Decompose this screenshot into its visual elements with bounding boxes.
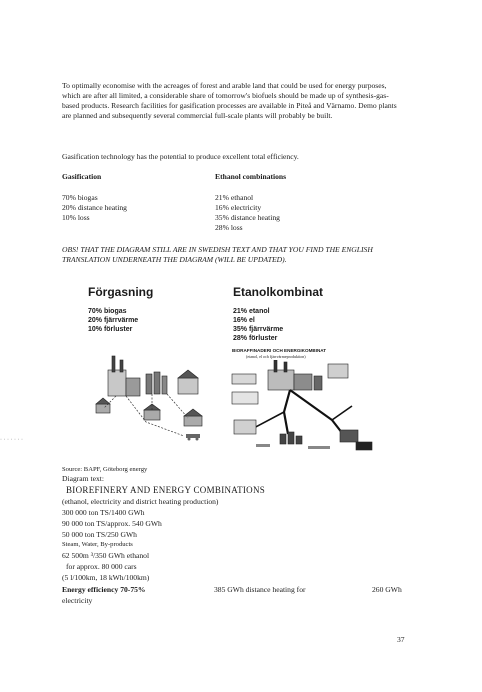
- roof-icon: [184, 409, 202, 416]
- silo-icon: [146, 374, 152, 394]
- page-number: 37: [397, 635, 405, 644]
- ethanol-heading: Ethanol combinations: [215, 172, 287, 181]
- figure-left-item: 20% fjärrvärme: [88, 317, 139, 324]
- house-icon: [144, 410, 160, 420]
- pipeline: [332, 406, 352, 420]
- field-area: [232, 374, 256, 384]
- ethanol-item: 16% electricity: [215, 203, 262, 212]
- silo-icon: [162, 376, 167, 394]
- diagram-text-line: 300 000 ton TS/1400 GWh: [62, 508, 145, 517]
- plant-building: [126, 378, 140, 396]
- figure-left-item: 10% förluster: [88, 326, 133, 333]
- diagram-text-line: for approx. 80 000 cars: [66, 562, 137, 571]
- ethanol-item: 28% loss: [215, 223, 243, 232]
- wheel-icon: [188, 438, 191, 441]
- diagram-text-label: Diagram text:: [62, 474, 104, 483]
- chimney-icon: [284, 362, 287, 372]
- diagram-text-line: 62 500m ³/350 GWh ethanol: [62, 551, 150, 560]
- pipeline: [290, 390, 346, 438]
- diagram-text-line: (5 l/100km, 18 kWh/100km): [62, 573, 150, 582]
- house-icon: [96, 404, 110, 413]
- wheel-icon: [196, 438, 199, 441]
- distance-heating-text: 385 GWh distance heating for: [214, 585, 306, 594]
- truck-icon: [186, 434, 200, 438]
- diagram-text-heading: BIOREFINERY AND ENERGY COMBINATIONS: [66, 485, 266, 495]
- gwh-value: 260 GWh: [372, 585, 402, 594]
- figure-right-item: 16% el: [233, 317, 255, 324]
- field-area: [232, 392, 258, 404]
- field-area: [234, 420, 256, 434]
- steam-line: Steam, Water, By-products: [62, 541, 133, 548]
- refinery-building: [268, 370, 294, 390]
- figure-right-title: Etanolkombinat: [233, 285, 324, 299]
- plant-building: [178, 378, 198, 394]
- city-block: [296, 436, 302, 444]
- gasification-item: 10% loss: [62, 213, 90, 222]
- chimney-icon: [274, 360, 277, 372]
- building-icon: [340, 430, 358, 442]
- gasification-item: 20% distance heating: [62, 203, 127, 212]
- building-icon: [328, 364, 348, 378]
- city-block: [288, 432, 294, 444]
- efficiency-sentence: Gasification technology has the potential to produce excellent total efficiency.: [62, 152, 299, 161]
- label-bar: [308, 446, 330, 449]
- gasification-plant-illustration: [86, 352, 221, 447]
- label-bar: [256, 444, 270, 447]
- gasification-item: 70% biogas: [62, 193, 98, 202]
- refinery-building: [294, 374, 312, 390]
- ethanol-item: 21% ethanol: [215, 193, 254, 202]
- figure-right-item: 21% etanol: [233, 308, 270, 315]
- roof-icon: [96, 398, 110, 404]
- biorefinery-illustration: [228, 360, 378, 455]
- diagram-text-line: 90 000 ton TS/approx. 540 GWh: [62, 519, 162, 528]
- electricity-text: electricity: [62, 596, 93, 605]
- diagram-subtitle: (etanol, el och fjärrvärmeproduktion): [246, 354, 306, 359]
- house-icon: [184, 416, 202, 426]
- pipeline: [284, 390, 290, 434]
- city-block: [280, 434, 286, 444]
- intro-paragraph: To optimally economise with the acreages of forest and arable land that could be used for energy purposes, which are after all limited, a considerable share of tomorrow's biofuels should be made up of synthesis-gas-based products. Research facilities for gasification processes are available in Piteå and Värnamo. Demo plants are planned and subsequently several commercial full-scale plants will probably be built.: [62, 81, 397, 120]
- building-icon: [356, 442, 372, 450]
- gasification-heading: Gasification: [62, 172, 102, 181]
- chimney-icon: [120, 360, 123, 372]
- silo-icon: [154, 372, 160, 394]
- tank-icon: [314, 376, 322, 390]
- figure-left-title: Förgasning: [88, 285, 154, 299]
- ethanol-item: 35% distance heating: [215, 213, 280, 222]
- source-line: Source: BAPF, Göteborg energy: [62, 466, 148, 473]
- figure-right-item: 35% fjärrvärme: [233, 326, 284, 333]
- diagram-note: OBS! THAT THE DIAGRAM STILL ARE IN SWEDISH TEXT AND THAT YOU FIND THE ENGLISH TRANSLATION UNDERNEATH THE DIAGRAM (WILL BE UPDATED).: [62, 245, 373, 264]
- figure-right-item: 28% förluster: [233, 335, 278, 342]
- roof-icon: [178, 370, 198, 378]
- figure-left-item: 70% biogas: [88, 308, 127, 315]
- margin-dots: · · · · · · ·: [0, 437, 23, 443]
- diagram-text-line: (ethanol, electricity and district heating production): [62, 497, 219, 506]
- pipeline: [167, 394, 188, 418]
- diagram-title: BIORAFFINADERI OCH ENERGIKOMBINAT: [232, 348, 327, 353]
- diagram-text-line: 50 000 ton TS/250 GWh: [62, 530, 137, 539]
- plant-building: [108, 370, 126, 396]
- energy-efficiency-label: Energy efficiency 70-75%: [62, 585, 146, 594]
- chimney-icon: [112, 356, 115, 372]
